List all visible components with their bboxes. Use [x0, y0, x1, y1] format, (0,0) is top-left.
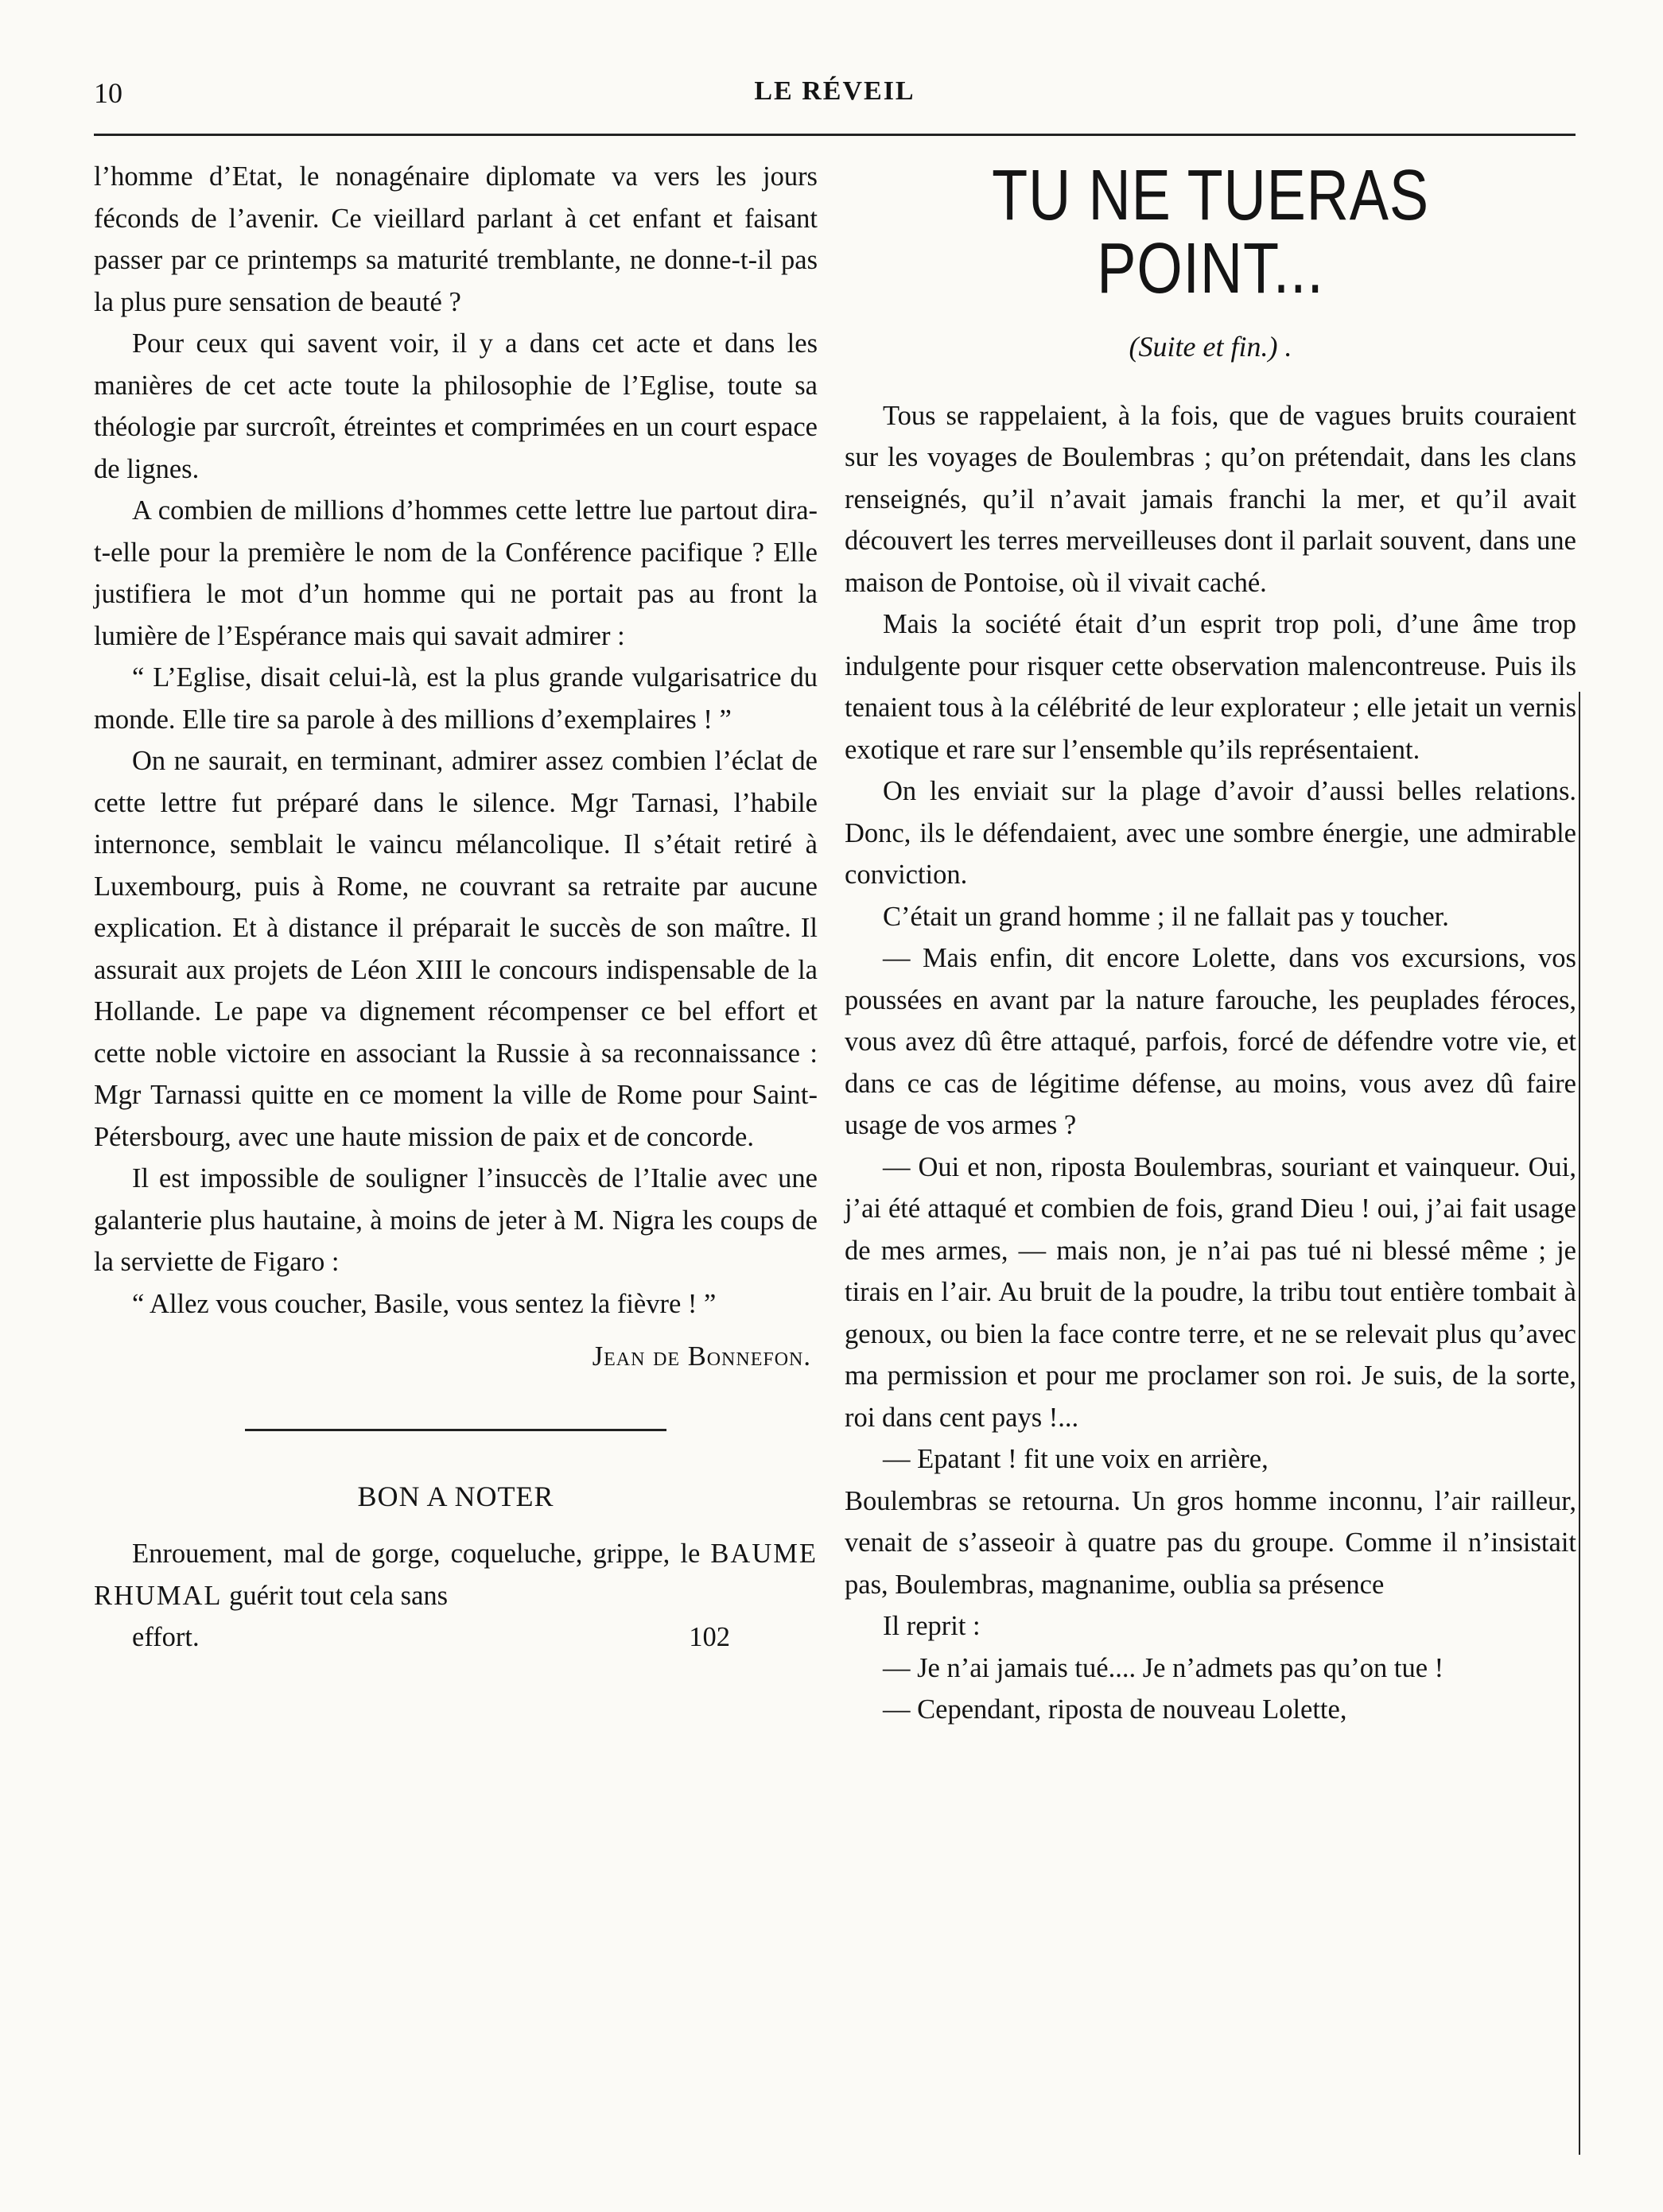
paragraph: Pour ceux qui savent voir, il y a dans cet acte et dans les manières de cet acte toute la philosophie de l’Eglise, toute sa théologie par surcroît, étreintes et comprimées en un court espace de lignes.: [94, 328, 818, 484]
notice-text-before: Enrouement, mal de gorge, coqueluche, grippe, le: [132, 1539, 701, 1569]
paragraph: On ne saurait, en terminant, admirer assez combien l’éclat de cette lettre fut préparé dans le silence. Mgr Tarnasi, l’habile internonce, semblait le vaincu mélancolique. Il s’était retiré à Luxembourg, puis à Rome, ne couvrant sa retraite par aucune explication. Et à distance il préparait le succès de son maître. Il assurait aux projets de Léon XIII le concours indispensable de la Hollande. Le pape va dignement récompenser ce bel effort et cette noble victoire en associant la Russie à sa reconnaissance : Mgr Tarnassi quitte en ce moment la ville de Rome pour Saint-Pétersbourg, avec une haute mission de paix et de concorde.: [94, 746, 818, 1152]
paragraph: Mais la société était d’un esprit trop poli, d’une âme trop indulgente pour risquer cette observation malencontreuse. Puis ils tenaient tous à la célébrité de leur explorateur ; elle jetait un vernis exotique et rare sur l’ensemble qu’ils représentaient.: [845, 609, 1576, 765]
paragraph: “ Allez vous coucher, Basile, vous sentez la fièvre ! ”: [132, 1288, 717, 1319]
paragraph: l’homme d’Etat, le nonagénaire diplomate va vers les jours féconds de l’avenir. Ce vieillard parlant à cet enfant et faisant passer par ce printemps sa maturité tremblante, ne donne-t-il pas la plus pure sensation de beauté ?: [94, 161, 818, 317]
notice-text-last: effort.: [132, 1622, 200, 1652]
paragraph: — Cependant, riposta de nouveau Lolette,: [883, 1694, 1347, 1725]
paragraph: — Mais enfin, dit encore Lolette, dans vos excursions, vos poussées en avant par la nature farouche, les peuplades féroces, vous avez dû être attaqué, parfois, forcé de défendre votre vie, et dans ce cas de légitime défense, au moins, vous avez dû faire usage de vos armes ?: [845, 943, 1576, 1140]
paragraph: — Je n’ai jamais tué.... Je n’admets pas qu’on tue !: [883, 1652, 1444, 1683]
paragraph: Tous se rappelaient, à la fois, que de vagues bruits couraient sur les voyages de Boulembras ; qu’on prétendait, dans les clans renseignés, qu’il n’avait jamais franchi la mer, et qu’il avait découvert les terres merveilleuses dont il parlait souvent, dans une maison de Pontoise, où il vivait caché.: [845, 400, 1576, 598]
paragraph: Il est impossible de souligner l’insuccès de l’Italie avec une galanterie plus hautaine, à moins de jeter à M. Nigra les coups de la serviette de Figaro :: [94, 1163, 818, 1277]
header-rule: [94, 134, 1576, 136]
paragraph: Boulembras se retourna. Un gros homme inconnu, l’air railleur, venait de s’asseoir à quatre pas du groupe. Comme il n’insistait pas, Boulembras, magnanime, oublia sa présence: [845, 1485, 1576, 1600]
notice-text-after: guérit tout cela sans: [229, 1580, 449, 1611]
notice-last-line: [94, 1616, 818, 1659]
notice-title: BON A NOTER: [357, 1480, 554, 1512]
running-title: LE RÉVEIL: [754, 76, 915, 106]
left-column: [94, 156, 818, 1659]
paragraph: — Epatant ! fit une voix en arrière,: [883, 1444, 1269, 1474]
author-signature: Jean de Bonnefon.: [592, 1341, 811, 1372]
article-title: TU NE TUERAS POINT...: [992, 156, 1429, 309]
notice-brand: BAUME RHUMAL: [94, 1539, 818, 1611]
page-header: [94, 76, 1576, 124]
section-divider: [245, 1429, 666, 1431]
paragraph: Il reprit :: [883, 1611, 981, 1641]
paragraph: C’était un grand homme ; il ne fallait pas y toucher.: [883, 901, 1449, 932]
paragraph: On les enviait sur la plage d’avoir d’aussi belles relations. Donc, ils le défendaient, avec une sombre énergie, une admirable conviction.: [845, 776, 1576, 890]
right-column: [845, 156, 1576, 1731]
notice-text: [94, 1533, 818, 1616]
paragraph: A combien de millions d’hommes cette lettre lue partout dira-t-elle pour la première le nom de la Conférence pacifique ? Elle justifiera le mot d’un homme qui ne portait pas au front la lumière de l’Espérance mais qui savait admirer :: [94, 495, 818, 651]
paragraph: “ L’Eglise, disait celui-là, est la plus grande vulgarisatrice du monde. Elle tire sa parole à des millions d’exemplaires ! ”: [94, 662, 818, 735]
folio-number: 102: [689, 1622, 730, 1652]
page-number: 10: [94, 77, 122, 109]
column-divider: [1579, 692, 1580, 2155]
paragraph: — Oui et non, riposta Boulembras, souriant et vainqueur. Oui, j’ai été attaqué et combien de fois, grand Dieu ! oui, j’ai fait usage de mes armes, — mais non, je n’ai pas tué ni blessé même ; je tirais en l’air. Au bruit de la poudre, la tribu tout entière tombait à genoux, ou bien la face contre terre, et ne se relevait plus qu’avec ma permission et pour me proclamer son roi. Je suis, de la sorte, roi dans cent pays !...: [845, 1151, 1576, 1433]
article-subtitle: (Suite et fin.) .: [1129, 331, 1292, 363]
